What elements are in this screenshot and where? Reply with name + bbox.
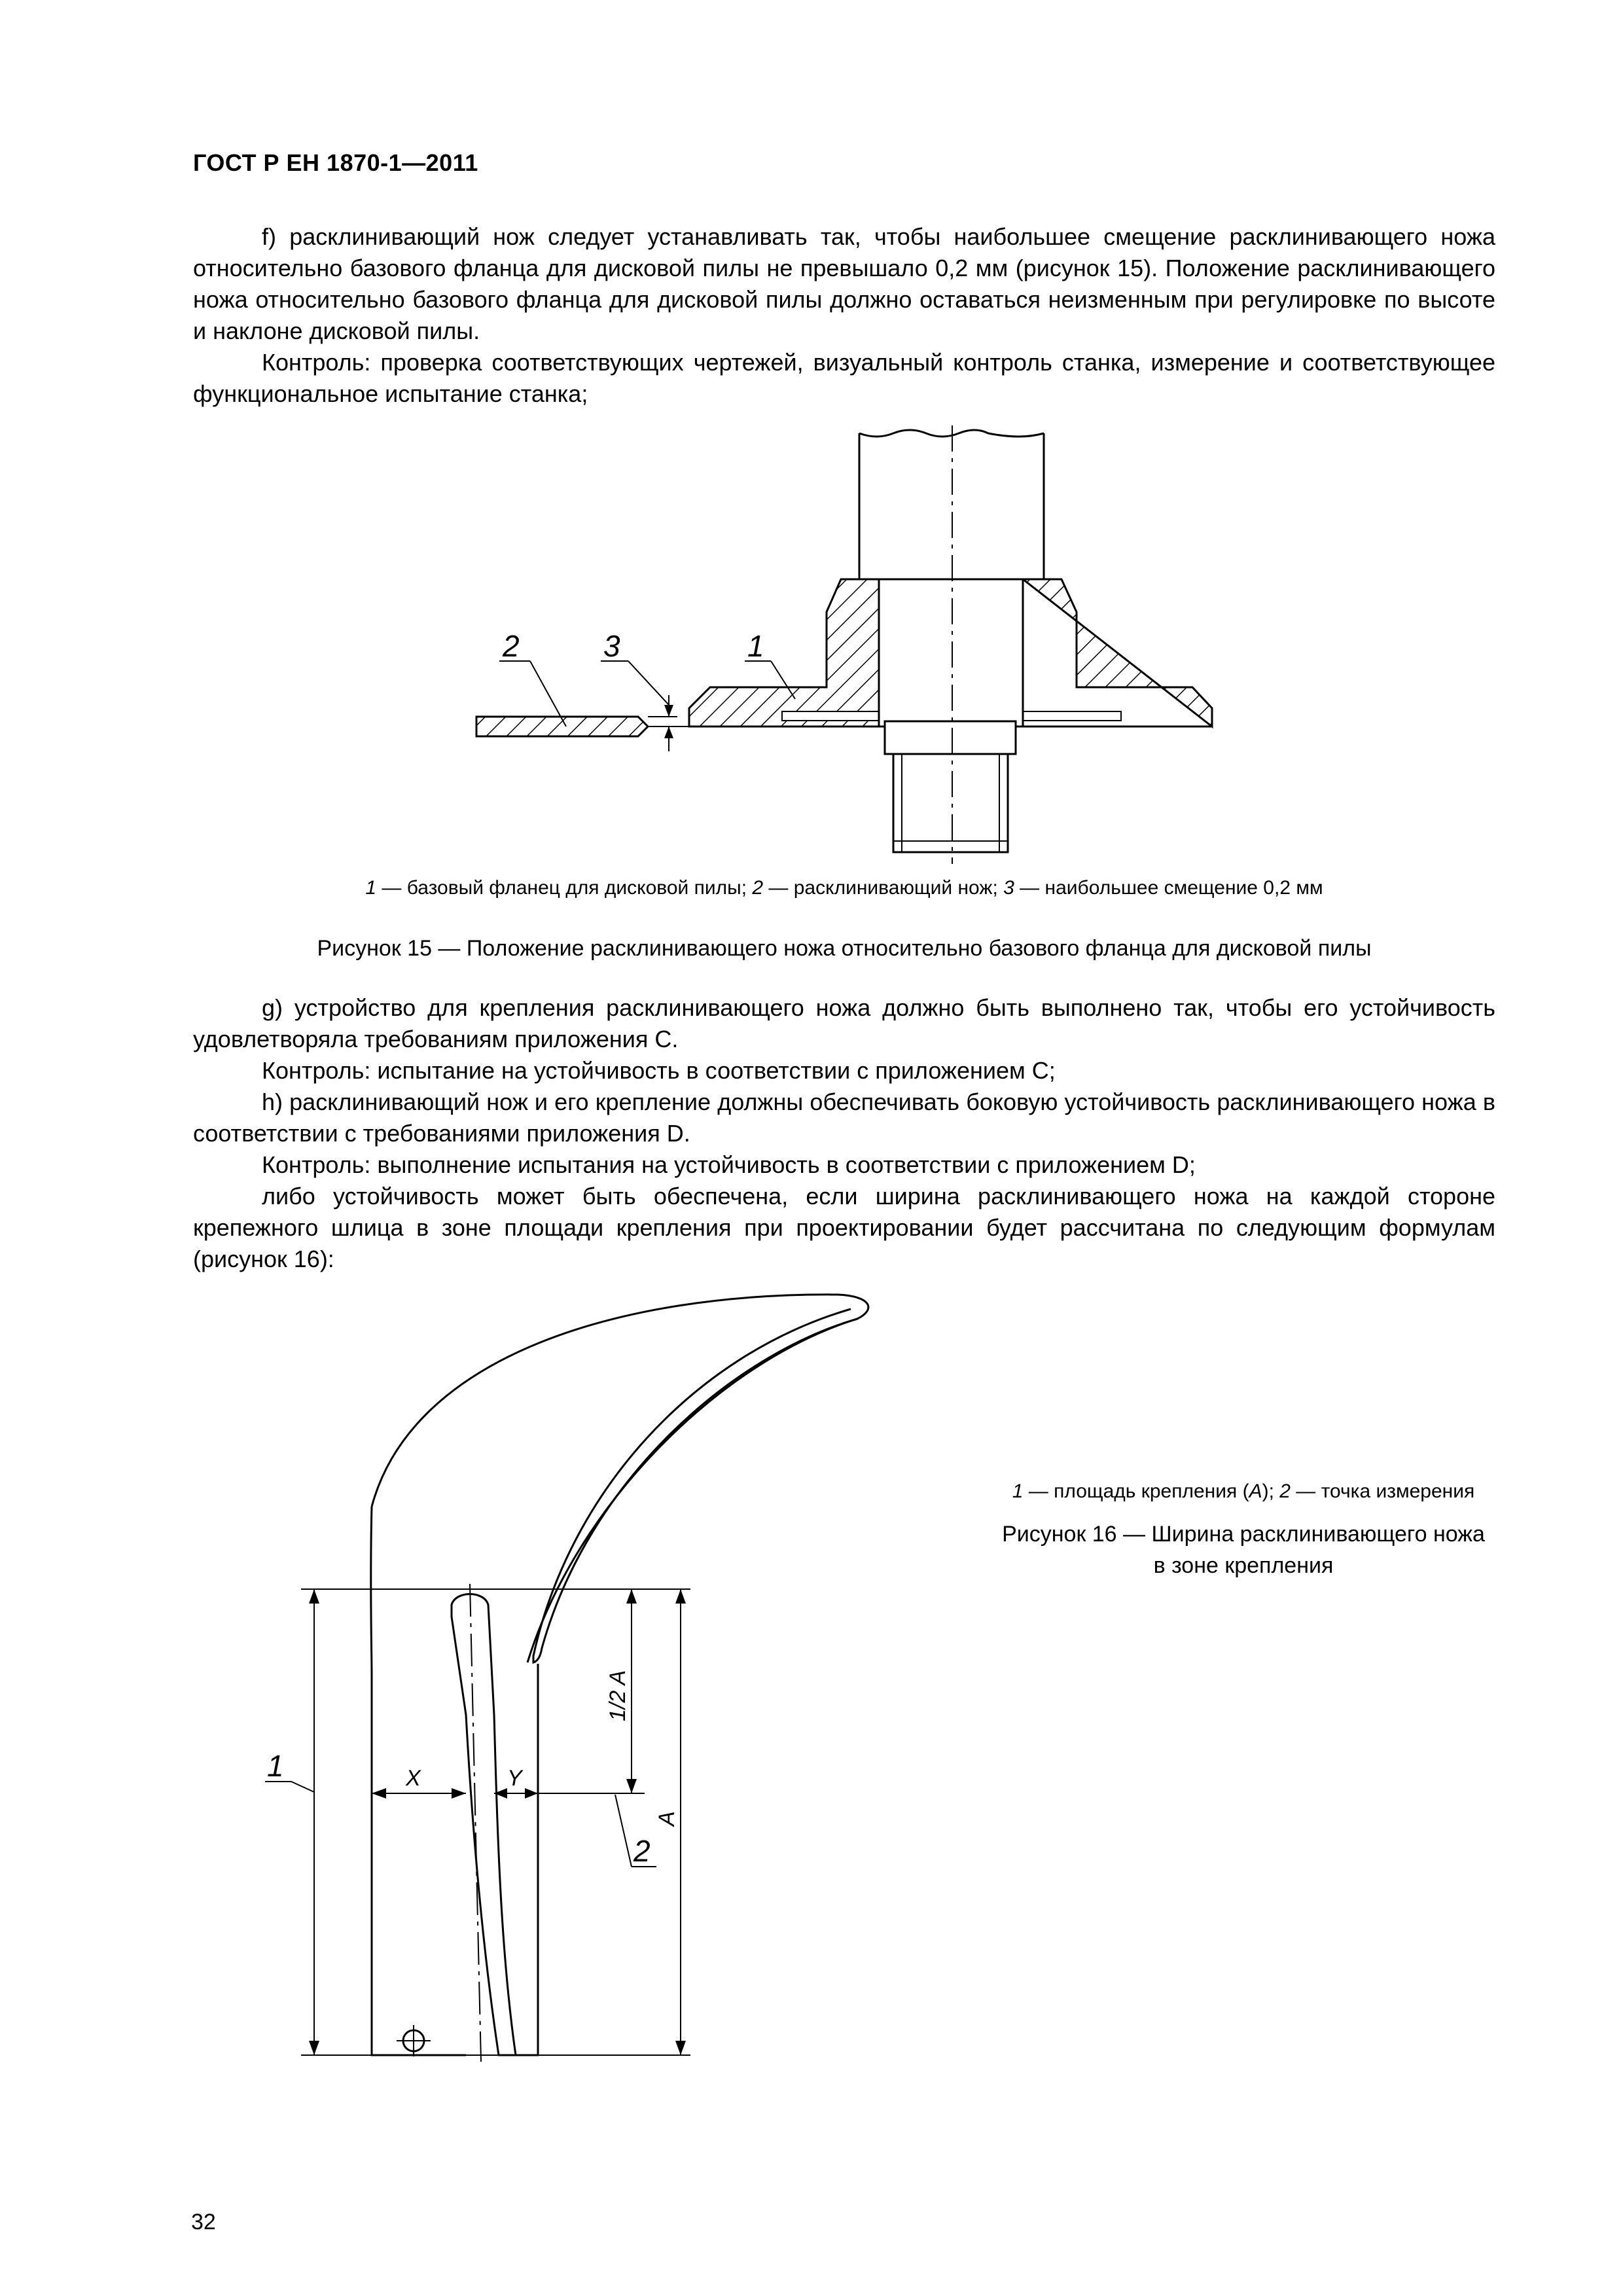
document-header: ГОСТ Р ЕН 1870-1—2011 xyxy=(193,149,478,176)
legend16-text-2: ); xyxy=(1262,1480,1280,1502)
paragraph-formula-intro: либо устойчивость может быть обеспечена, если ширина расклинивающего ножа на каждой стороне крепежного шлица в зоне площади крепления при проектировании будет рассчитана по следующим формулам (рисунок 16): xyxy=(193,1183,1495,1272)
callout-1: 1 xyxy=(747,629,764,663)
callout-2: 2 xyxy=(503,629,520,663)
legend-text-2: — расклинивающий нож; xyxy=(763,877,1004,899)
paragraph-g-control: Контроль: испытание на устойчивость в соответствии с приложением С; xyxy=(262,1057,1056,1084)
page-number: 32 xyxy=(191,2210,216,2234)
figure-15-legend xyxy=(193,877,1495,899)
dim-x-label: X xyxy=(406,1766,421,1791)
dim-half-a-label: 1/2 A xyxy=(605,1670,630,1721)
paragraph-h: h) расклинивающий нож и его крепление должны обеспечивать боковую устойчивость расклинивающего ножа в соответствии с требованиями приложения D. xyxy=(193,1088,1495,1147)
paragraph-h-control: Контроль: выполнение испытания на устойчивость в соответствии с приложением D; xyxy=(262,1151,1196,1178)
paragraph-f-control: Контроль: проверка соответствующих чертежей, визуальный контроль станка, измерение и соответствующее функциональное испытание станка; xyxy=(193,349,1495,407)
figure-16-caption-line1: Рисунок 16 — Ширина расклинивающего ножа xyxy=(1002,1522,1485,1547)
figure-16-drawing xyxy=(0,1283,916,2186)
paragraph-f: f) расклинивающий нож следует устанавливать так, чтобы наибольшее смещение расклинивающего ножа относительно базового фланца для дисковой пилы не превышало 0,2 мм (рисунок 15). Положение расклинивающего ножа относительно базового фланца для дисковой пилы должно оставаться неизменным при регулировке по высоте и наклоне дисковой пилы. xyxy=(193,223,1495,344)
paragraph-g: g) устройство для крепления расклинивающего ножа должно быть выполнено так, чтобы его устойчивость удовлетворяла требованиям приложения С. xyxy=(193,994,1495,1052)
dim-a-label: A xyxy=(654,1811,679,1826)
legend16-num-1: 1 xyxy=(1012,1480,1024,1502)
legend16-text-1: — площадь крепления ( xyxy=(1023,1480,1249,1502)
figure-16-legend xyxy=(929,1480,1558,1503)
legend-text-3: — наибольшее смещение 0,2 мм xyxy=(1014,877,1323,899)
figure-16-caption xyxy=(929,1518,1558,1581)
legend16-a: A xyxy=(1249,1480,1262,1502)
callout-3: 3 xyxy=(603,629,620,663)
callout-1-fig16: 1 xyxy=(267,1749,284,1783)
callout-2-fig16: 2 xyxy=(633,1834,651,1868)
legend-num-3: 3 xyxy=(1003,877,1014,899)
legend-num-2: 2 xyxy=(752,877,764,899)
legend-text-1: — базовый фланец для дисковой пилы; xyxy=(376,877,753,899)
section-g xyxy=(193,992,1495,1275)
figure-16-caption-line2: в зоне крепления xyxy=(1153,1553,1334,1578)
dim-y-label: Y xyxy=(507,1766,522,1791)
legend16-num-2: 2 xyxy=(1279,1480,1291,1502)
legend-num-1: 1 xyxy=(365,877,377,899)
figure-15-drawing xyxy=(0,0,1623,890)
legend16-text-3: — точка измерения xyxy=(1290,1480,1475,1502)
figure-15-caption: Рисунок 15 — Положение расклинивающего ножа относительно базового фланца для дисковой пилы xyxy=(317,936,1372,961)
